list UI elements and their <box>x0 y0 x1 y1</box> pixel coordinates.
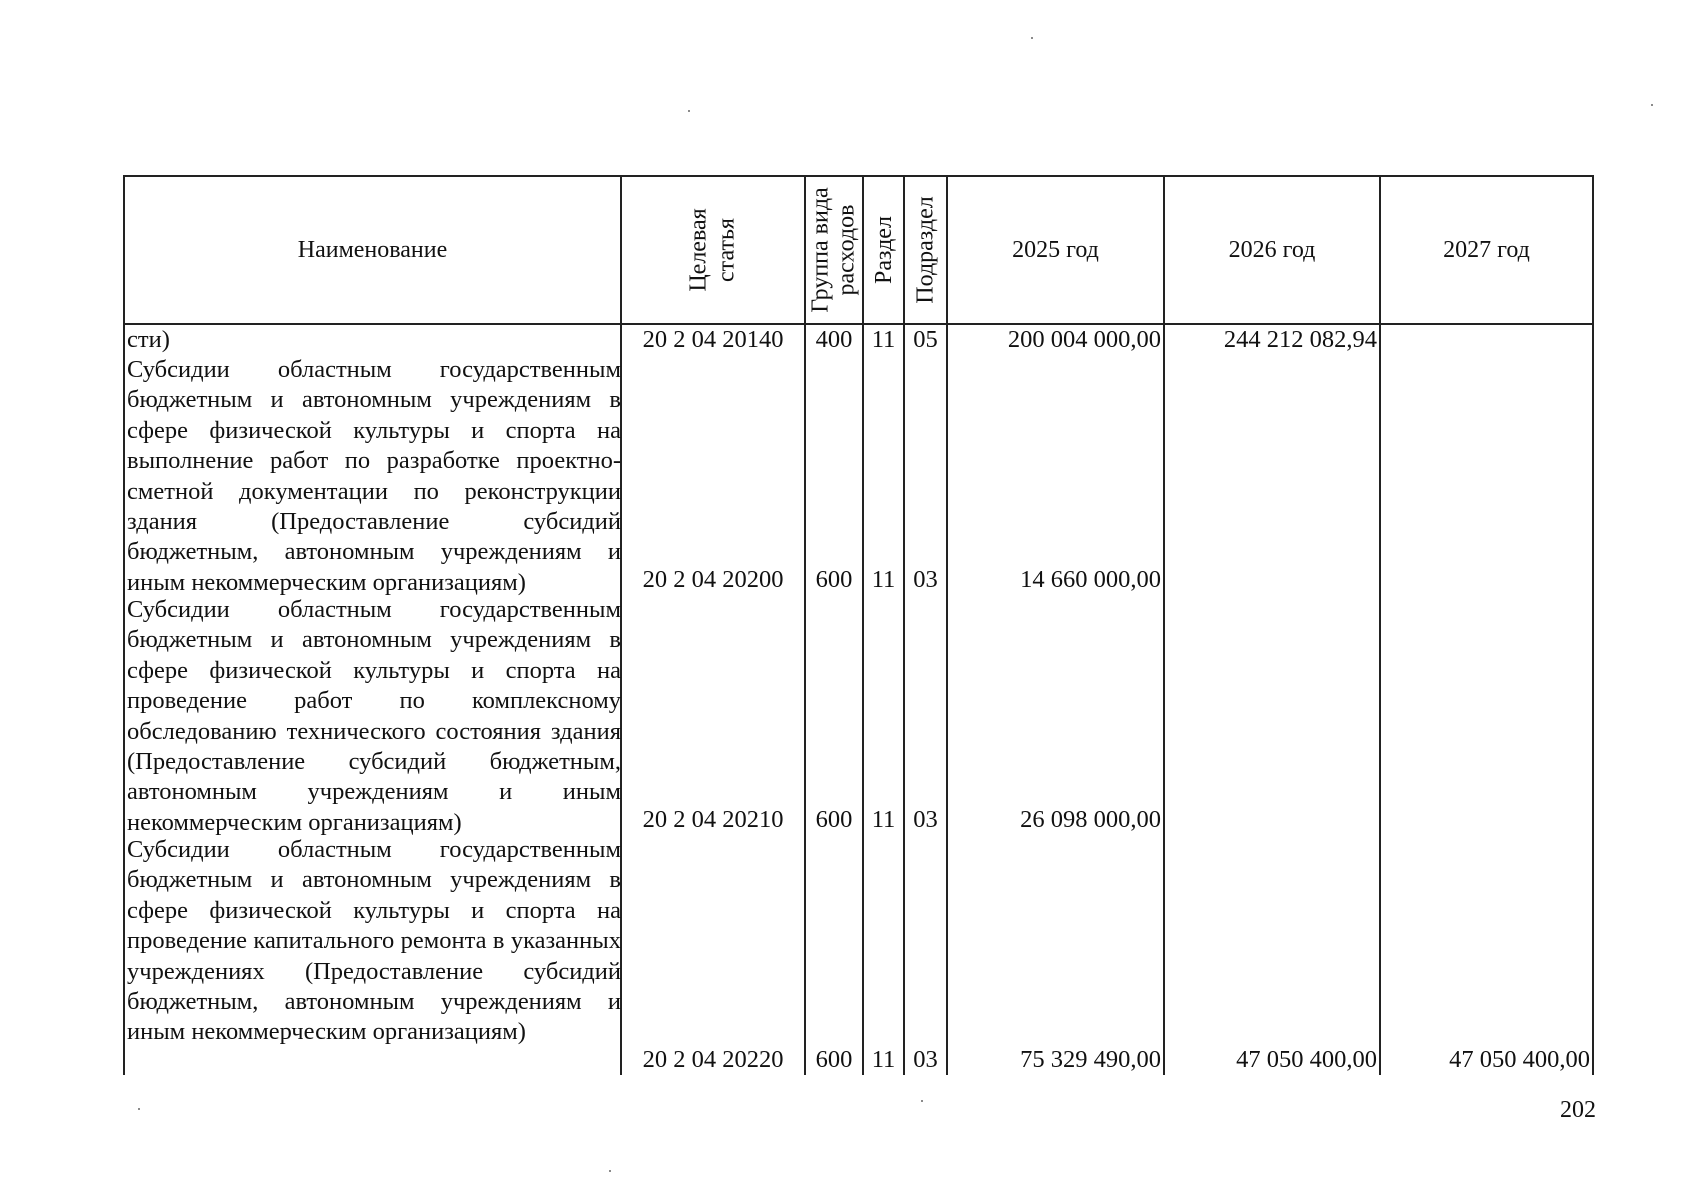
header-target-article-line1: Целевая <box>685 208 712 292</box>
header-target-article-line2: статья <box>713 218 740 282</box>
row-section: 11 <box>871 326 896 353</box>
header-name-label: Наименование <box>297 236 448 263</box>
header-year-2027-label: 2027 год <box>1443 236 1530 263</box>
header-expense-group-label <box>808 187 860 312</box>
header-section <box>864 177 903 323</box>
row-name: Субсидии областным государственным бюджетным и автономным учреждениям в сфере физической культуры и спорта на проведение работ по комплексному обследованию технического состояния здания (Предоставление субсидий бюджетным, автономным учреждениям и иным некоммерческим организациям) <box>127 596 621 836</box>
row-section: 11 <box>871 566 896 593</box>
header-expense-group <box>806 177 862 323</box>
row-name: сти) <box>127 326 170 353</box>
row-name: Субсидии областным государственным бюджетным и автономным учреждениям в сфере физической культуры и спорта на выполнение работ по разработке проектно-сметной документации по реконструкции здания (Предоставление субсидий бюджетным, автономным учреждениям и иным некоммерческим организациям) <box>127 356 621 596</box>
table-right-border <box>1592 175 1594 1075</box>
header-expense-group-line2: расходов <box>834 204 860 296</box>
row-value-2025: 200 004 000,00 <box>1007 326 1161 353</box>
header-year-2026-label: 2026 год <box>1228 236 1316 263</box>
header-year-2026 <box>1165 177 1379 323</box>
header-section-label: Раздел <box>870 216 897 284</box>
row-value-2025: 75 329 490,00 <box>1020 1046 1161 1073</box>
row-subsection: 03 <box>913 806 938 833</box>
row-value-2027: 47 050 400,00 <box>1449 1046 1590 1073</box>
header-target-article-label <box>685 208 741 291</box>
row-subsection: 03 <box>913 566 938 593</box>
scan-speck <box>1031 37 1033 39</box>
header-year-2025-label: 2025 год <box>1012 236 1099 263</box>
row-section: 11 <box>871 1046 896 1073</box>
header-subsection-label: Подраздел <box>912 196 939 304</box>
scan-speck <box>1651 104 1653 106</box>
header-subsection <box>905 177 946 323</box>
row-group: 600 <box>815 806 853 833</box>
header-year-2027 <box>1381 177 1592 323</box>
scan-speck <box>921 1100 923 1102</box>
header-target-article <box>622 177 804 323</box>
row-article: 20 2 04 20140 <box>642 326 784 353</box>
row-subsection: 05 <box>913 326 938 353</box>
row-value-2025: 26 098 000,00 <box>1020 806 1161 833</box>
scan-speck <box>688 110 690 112</box>
row-value-2025: 14 660 000,00 <box>1020 566 1161 593</box>
page-number: 202 <box>1560 1097 1596 1123</box>
row-group: 400 <box>815 326 853 353</box>
row-value-2026: 244 212 082,94 <box>1223 326 1377 353</box>
budget-table <box>123 175 1594 1075</box>
header-expense-group-line1: Группа вида <box>808 187 834 313</box>
row-name: Субсидии областным государственным бюджетным и автономным учреждениям в сфере физической культуры и спорта на проведение капитального ремонта в указанных учреждениях (Предоставление субсидий бюджетным, автономным учреждениям и иным некоммерческим организациям) <box>127 836 621 1046</box>
row-value-2026: 47 050 400,00 <box>1236 1046 1377 1073</box>
header-year-2025 <box>948 177 1163 323</box>
scan-speck <box>609 1170 611 1172</box>
row-article: 20 2 04 20200 <box>642 566 784 593</box>
row-subsection: 03 <box>913 1046 938 1073</box>
header-name <box>125 177 620 323</box>
row-section: 11 <box>871 806 896 833</box>
row-article: 20 2 04 20220 <box>642 1046 784 1073</box>
row-group: 600 <box>815 1046 853 1073</box>
scan-speck <box>138 1108 140 1110</box>
row-group: 600 <box>815 566 853 593</box>
row-article: 20 2 04 20210 <box>642 806 784 833</box>
